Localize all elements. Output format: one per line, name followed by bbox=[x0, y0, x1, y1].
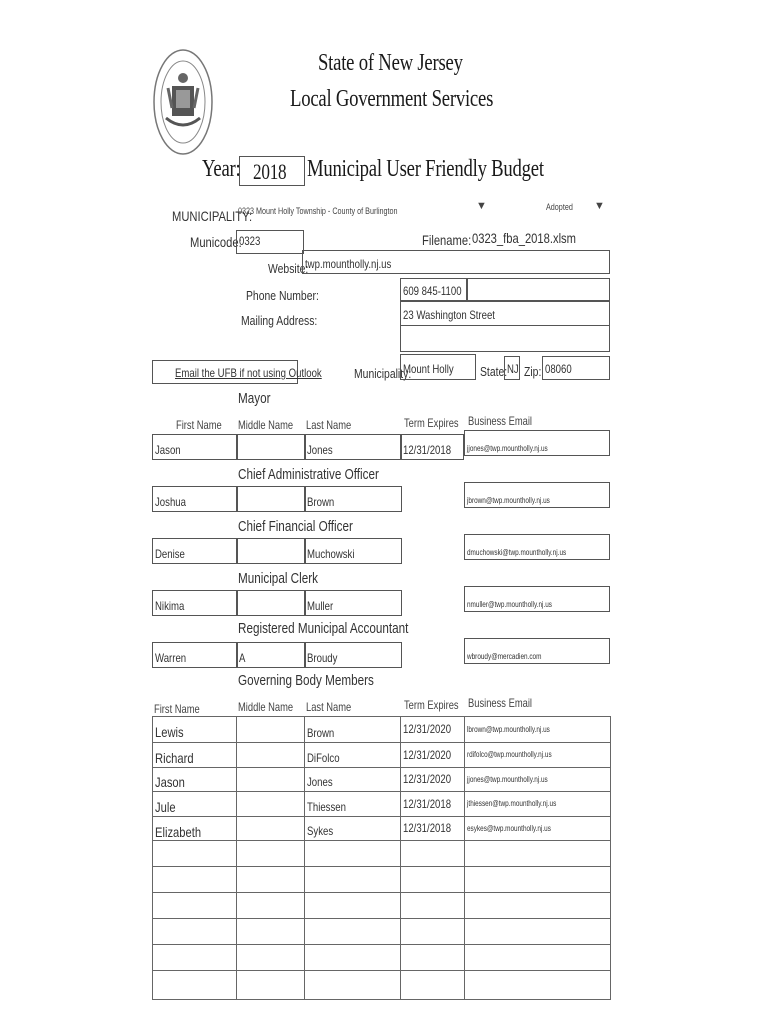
phone-field[interactable] bbox=[400, 278, 468, 302]
last-name-value: Brown bbox=[307, 726, 335, 740]
col-last-name: Last Name bbox=[306, 700, 352, 714]
phone-label: Phone Number: bbox=[246, 288, 319, 303]
page-title-office: Local Government Services bbox=[290, 86, 494, 112]
email-value: wbroudy@mercadien.com bbox=[467, 652, 542, 661]
state-value: NJ bbox=[507, 362, 519, 376]
col-term-expires: Term Expires bbox=[404, 698, 459, 712]
filename-value: 0323_fba_2018.xlsm bbox=[472, 230, 576, 246]
email-value: jjones@twp.mountholly.nj.us bbox=[467, 775, 548, 784]
last-name-value: Muller bbox=[307, 599, 334, 613]
state-field[interactable] bbox=[504, 356, 520, 380]
last-name-value: Jones bbox=[307, 775, 333, 789]
last-name-field[interactable] bbox=[304, 538, 402, 564]
email-field[interactable] bbox=[464, 638, 610, 664]
term-value: 12/31/2018 bbox=[403, 821, 452, 835]
zip-label: Zip: bbox=[524, 364, 542, 379]
state-label: State: bbox=[480, 364, 508, 379]
first-name-value: Lewis bbox=[155, 724, 184, 740]
last-name-value: Brown bbox=[307, 495, 335, 509]
term-value: 12/31/2020 bbox=[403, 748, 452, 762]
first-name-field[interactable] bbox=[152, 538, 238, 564]
col-business-email: Business Email bbox=[468, 696, 532, 710]
col-first-name: First Name bbox=[154, 702, 200, 716]
zip-value: 08060 bbox=[545, 362, 572, 376]
address-line2-field[interactable] bbox=[400, 325, 610, 352]
first-name-field[interactable] bbox=[152, 434, 238, 460]
first-name-value: Warren bbox=[155, 651, 187, 665]
section-title-governing-body: Governing Body Members bbox=[238, 672, 374, 689]
col-last-name: Last Name bbox=[306, 418, 352, 432]
email-ufb-link[interactable]: Email the UFB if not using Outlook bbox=[175, 366, 322, 380]
section-title-clerk: Municipal Clerk bbox=[238, 570, 318, 587]
last-name-field[interactable] bbox=[304, 486, 402, 512]
middle-name-field[interactable] bbox=[236, 434, 306, 460]
year-field[interactable] bbox=[239, 156, 305, 186]
first-name-field[interactable] bbox=[152, 590, 238, 616]
municipality-name-value: Mount Holly bbox=[403, 362, 454, 376]
last-name-value: DiFolco bbox=[307, 751, 340, 765]
section-title-cao: Chief Administrative Officer bbox=[238, 466, 379, 483]
email-field[interactable] bbox=[464, 482, 610, 508]
phone-extra-field[interactable] bbox=[466, 278, 610, 302]
last-name-value: Jones bbox=[307, 443, 333, 457]
governing-body-table bbox=[152, 716, 612, 1000]
website-value: twp.mountholly.nj.us bbox=[305, 257, 392, 271]
last-name-value: Sykes bbox=[307, 824, 334, 838]
email-field[interactable] bbox=[464, 586, 610, 612]
filename-label: Filename: bbox=[422, 232, 472, 248]
term-value: 12/31/2020 bbox=[403, 772, 452, 786]
term-value: 12/31/2018 bbox=[403, 797, 452, 811]
email-value: rdifolco@twp.mountholly.nj.us bbox=[467, 750, 552, 759]
last-name-value: Muchowski bbox=[307, 547, 355, 561]
section-title-mayor: Mayor bbox=[238, 390, 271, 407]
first-name-value: Jason bbox=[155, 774, 185, 790]
term-field[interactable] bbox=[400, 434, 464, 460]
table-row[interactable] bbox=[152, 742, 611, 767]
address-line1-field[interactable] bbox=[400, 300, 610, 326]
last-name-field[interactable] bbox=[304, 434, 402, 460]
col-first-name: First Name bbox=[176, 418, 222, 432]
email-field[interactable] bbox=[464, 430, 610, 456]
middle-name-field[interactable] bbox=[236, 486, 306, 512]
col-business-email: Business Email bbox=[468, 414, 532, 428]
website-label: Website: bbox=[268, 261, 309, 276]
website-field[interactable] bbox=[302, 250, 610, 274]
last-name-field[interactable] bbox=[304, 642, 402, 668]
phone-value: 609 845-1100 bbox=[403, 284, 462, 298]
email-ufb-button[interactable] bbox=[152, 360, 322, 384]
email-value: jthiessen@twp.mountholly.nj.us bbox=[467, 799, 557, 808]
municode-value: 0323 bbox=[239, 234, 261, 248]
first-name-value: Joshua bbox=[155, 495, 186, 509]
municode-field[interactable] bbox=[236, 230, 304, 254]
table-row[interactable] bbox=[152, 816, 611, 840]
dropdown-arrow-icon[interactable]: ▼ bbox=[476, 200, 487, 212]
term-value: 12/31/2020 bbox=[403, 722, 452, 736]
middle-name-field[interactable] bbox=[236, 590, 306, 616]
budget-title: Municipal User Friendly Budget bbox=[307, 156, 544, 182]
dropdown-arrow-icon[interactable]: ▼ bbox=[594, 200, 605, 212]
page-title-state: State of New Jersey bbox=[318, 50, 463, 76]
section-title-cfo: Chief Financial Officer bbox=[238, 518, 353, 535]
municipality-label: MUNICIPALITY: bbox=[172, 208, 253, 224]
mailing-address-label: Mailing Address: bbox=[241, 313, 318, 328]
email-value: jjones@twp.mountholly.nj.us bbox=[467, 444, 548, 453]
last-name-field[interactable] bbox=[304, 590, 402, 616]
email-value: esykes@twp.mountholly.nj.us bbox=[467, 824, 551, 833]
status-select[interactable]: Adopted bbox=[546, 202, 573, 212]
email-field[interactable] bbox=[464, 534, 610, 560]
first-name-value: Jule bbox=[155, 799, 176, 815]
year-value: 2018 bbox=[253, 159, 287, 184]
first-name-value: Denise bbox=[155, 547, 185, 561]
email-value: dmuchowski@twp.mountholly.nj.us bbox=[467, 548, 567, 557]
state-seal-icon bbox=[152, 48, 214, 156]
col-middle-name: Middle Name bbox=[238, 418, 294, 432]
last-name-value: Thiessen bbox=[307, 800, 346, 814]
address-line1-value: 23 Washington Street bbox=[403, 308, 495, 322]
municipality-name-field[interactable] bbox=[400, 354, 476, 380]
table-row[interactable] bbox=[152, 791, 611, 816]
first-name-value: Jason bbox=[155, 443, 181, 457]
email-value: nmuller@twp.mountholly.nj.us bbox=[467, 600, 552, 609]
table-row[interactable] bbox=[152, 716, 611, 742]
zip-field[interactable] bbox=[542, 356, 610, 380]
first-name-field[interactable] bbox=[152, 486, 238, 512]
year-label: Year: bbox=[202, 156, 241, 182]
table-row[interactable] bbox=[152, 767, 611, 791]
middle-name-field[interactable] bbox=[236, 642, 306, 668]
middle-name-value: A bbox=[239, 651, 246, 665]
first-name-field[interactable] bbox=[152, 642, 238, 668]
last-name-value: Broudy bbox=[307, 651, 338, 665]
municode-label: Municode: bbox=[190, 234, 242, 250]
middle-name-field[interactable] bbox=[236, 538, 306, 564]
municipality-name-label: Municipality: bbox=[354, 366, 412, 381]
first-name-value: Richard bbox=[155, 750, 194, 766]
first-name-value: Nikima bbox=[155, 599, 185, 613]
first-name-value: Elizabeth bbox=[155, 824, 202, 840]
municipality-select[interactable]: 0323 Mount Holly Township - County of Burlington bbox=[238, 206, 398, 216]
col-middle-name: Middle Name bbox=[238, 700, 294, 714]
email-value: lbrown@twp.mountholly.nj.us bbox=[467, 725, 550, 734]
term-value: 12/31/2018 bbox=[403, 443, 452, 457]
col-term-expires: Term Expires bbox=[404, 416, 459, 430]
email-value: jbrown@twp.mountholly.nj.us bbox=[467, 496, 550, 505]
section-title-rma: Registered Municipal Accountant bbox=[238, 620, 409, 637]
